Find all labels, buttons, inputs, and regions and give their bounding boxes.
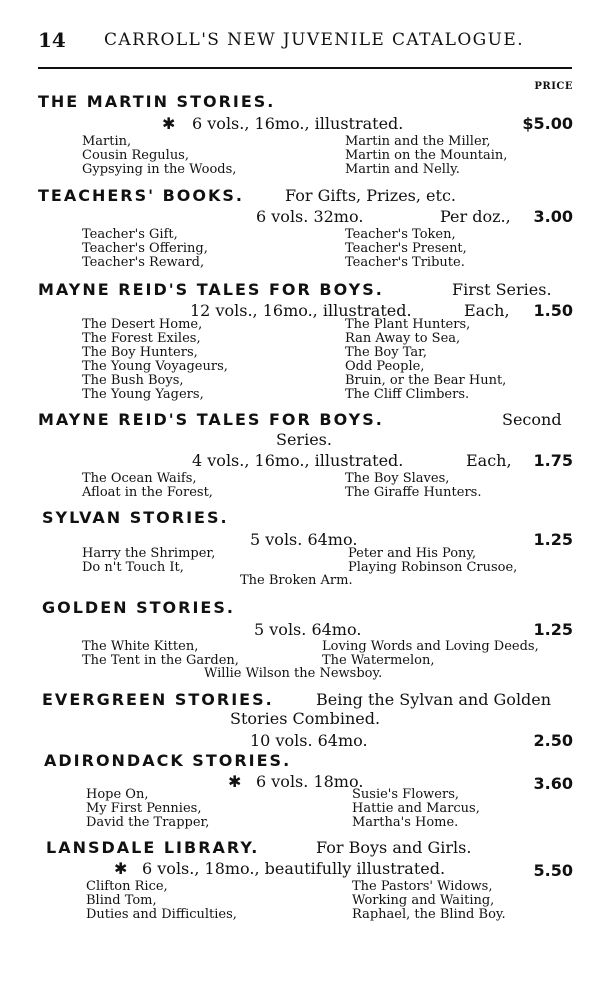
star-icon: ✱ (228, 772, 242, 791)
evergreen-price: 2.50 (533, 731, 573, 750)
sylvan-titles-left (82, 547, 215, 575)
mayne-second-unit: Each, (466, 451, 512, 470)
teachers-subtitle: For Gifts, Prizes, etc. (285, 186, 456, 205)
mayne-first-titles-left (82, 318, 228, 402)
list-item: Duties and Difficulties, (86, 907, 237, 922)
list-item: Teacher's Gift, (82, 227, 178, 242)
list-item: Hattie and Marcus, (352, 801, 480, 816)
mayne-first-unit: Each, (464, 301, 510, 320)
running-head: CARROLL'S NEW JUVENILE CATALOGUE. (104, 30, 524, 50)
section-title-evergreen: EVERGREEN STORIES. (42, 690, 274, 709)
teachers-titles-left (82, 228, 208, 270)
price-column-header: PRICE (534, 81, 573, 92)
mayne-second-subtitle-a: Second (502, 410, 562, 429)
golden-titles-right (322, 640, 539, 668)
list-item: Do n't Touch It, (82, 560, 184, 575)
teachers-price: 3.00 (533, 207, 573, 226)
list-item: The Cliff Climbers. (345, 387, 470, 402)
martin-titles-right (345, 135, 507, 177)
teachers-spec: 6 vols. 32mo. (256, 207, 364, 226)
teachers-titles-right (345, 228, 467, 270)
list-item: The Tent in the Garden, (82, 653, 239, 668)
list-item: David the Trapper, (86, 815, 210, 830)
list-item: My First Pennies, (86, 801, 202, 816)
list-item: Bruin, or the Bear Hunt, (345, 373, 507, 388)
mayne-first-subtitle: First Series. (452, 280, 552, 299)
list-item: The Forest Exiles, (82, 331, 201, 346)
star-icon: ✱ (114, 859, 128, 878)
mayne-second-titles-left (82, 472, 213, 500)
list-item: The Boy Hunters, (82, 345, 198, 360)
list-item: Ran Away to Sea, (345, 331, 461, 346)
list-item: Playing Robinson Crusoe, (348, 560, 518, 575)
teachers-unit: Per doz., (440, 207, 511, 226)
list-item: Martha's Home. (352, 815, 459, 830)
evergreen-subtitle-a: Being the Sylvan and Golden (316, 690, 552, 709)
sylvan-spec: 5 vols. 64mo. (250, 530, 358, 549)
list-item: The Plant Hunters, (345, 317, 471, 332)
adirondack-titles-left (86, 788, 209, 830)
list-item: Blind Tom, (86, 893, 157, 908)
section-title-teachers: TEACHERS' BOOKS. (38, 186, 244, 205)
list-item: Susie's Flowers, (352, 787, 460, 802)
list-item: Loving Words and Loving Deeds, (322, 639, 539, 654)
list-item: The Boy Slaves, (345, 471, 450, 486)
evergreen-spec: 10 vols. 64mo. (250, 731, 368, 750)
mayne-first-spec: 12 vols., 16mo., illustrated. (190, 301, 412, 320)
list-item: Raphael, the Blind Boy. (352, 907, 506, 922)
adirondack-spec: 6 vols. 18mo. (256, 772, 364, 791)
list-item: Martin and the Miller, (345, 134, 491, 149)
list-item: Teacher's Offering, (82, 241, 208, 256)
list-item: Working and Waiting, (352, 893, 495, 908)
list-item: Clifton Rice, (86, 879, 168, 894)
sylvan-titles-right (348, 547, 517, 575)
list-item: The Young Yagers, (82, 387, 204, 402)
list-item: Afloat in the Forest, (82, 485, 213, 500)
list-item: Peter and His Pony, (348, 546, 477, 561)
star-icon: ✱ (162, 114, 176, 133)
list-item: The Bush Boys, (82, 373, 184, 388)
list-item: The White Kitten, (82, 639, 199, 654)
martin-price: $5.00 (522, 114, 573, 133)
mayne-second-titles-right (345, 472, 481, 500)
list-item: The Ocean Waifs, (82, 471, 197, 486)
mayne-second-price: 1.75 (533, 451, 573, 470)
list-item: The Giraffe Hunters. (345, 485, 482, 500)
section-title-adirondack: ADIRONDACK STORIES. (44, 751, 292, 770)
list-item: Harry the Shrimper, (82, 546, 216, 561)
list-item: Teacher's Token, (345, 227, 456, 242)
list-item: Martin on the Mountain, (345, 148, 508, 163)
mayne-second-spec: 4 vols., 16mo., illustrated. (192, 451, 404, 470)
list-item: Hope On, (86, 787, 149, 802)
list-item: The Young Voyageurs, (82, 359, 228, 374)
golden-price: 1.25 (533, 620, 573, 639)
section-title-sylvan: SYLVAN STORIES. (42, 508, 229, 527)
list-item: Teacher's Tribute. (345, 255, 465, 270)
mayne-first-titles-right (345, 318, 506, 402)
martin-titles-left (82, 135, 236, 177)
lansdale-spec: 6 vols., 18mo., beautifully illustrated. (142, 859, 446, 878)
section-title-mayne-first: MAYNE REID'S TALES FOR BOYS. (38, 280, 384, 299)
mayne-first-price: 1.50 (533, 301, 573, 320)
section-title-martin: THE MARTIN STORIES. (38, 92, 276, 111)
section-title-lansdale: LANSDALE LIBRARY. (46, 838, 260, 857)
lansdale-titles-left (86, 880, 237, 922)
section-title-golden: GOLDEN STORIES. (42, 598, 235, 617)
golden-spec: 5 vols. 64mo. (254, 620, 362, 639)
mayne-second-subtitle-b: Series. (276, 430, 332, 449)
adirondack-price: 3.60 (533, 774, 573, 793)
sylvan-center-title: The Broken Arm. (240, 573, 353, 588)
list-item: Odd People, (345, 359, 425, 374)
evergreen-subtitle-b: Stories Combined. (230, 709, 381, 728)
lansdale-titles-right (352, 880, 506, 922)
lansdale-subtitle: For Boys and Girls. (316, 838, 472, 857)
list-item: The Pastors' Widows, (352, 879, 493, 894)
sylvan-price: 1.25 (533, 530, 573, 549)
list-item: The Desert Home, (82, 317, 203, 332)
list-item: The Watermelon, (322, 653, 435, 668)
list-item: Teacher's Present, (345, 241, 467, 256)
header-rule (38, 67, 572, 69)
adirondack-titles-right (352, 788, 480, 830)
golden-titles-left (82, 640, 239, 668)
page-number: 14 (38, 28, 66, 52)
list-item: Cousin Regulus, (82, 148, 189, 163)
list-item: Gypsying in the Woods, (82, 162, 237, 177)
list-item: The Boy Tar, (345, 345, 428, 360)
lansdale-price: 5.50 (533, 861, 573, 880)
martin-spec: 6 vols., 16mo., illustrated. (192, 114, 404, 133)
list-item: Martin and Nelly. (345, 162, 460, 177)
list-item: Teacher's Reward, (82, 255, 205, 270)
list-item: Martin, (82, 134, 132, 149)
golden-center-title: Willie Wilson the Newsboy. (204, 666, 383, 681)
section-title-mayne-second: MAYNE REID'S TALES FOR BOYS. (38, 410, 384, 429)
